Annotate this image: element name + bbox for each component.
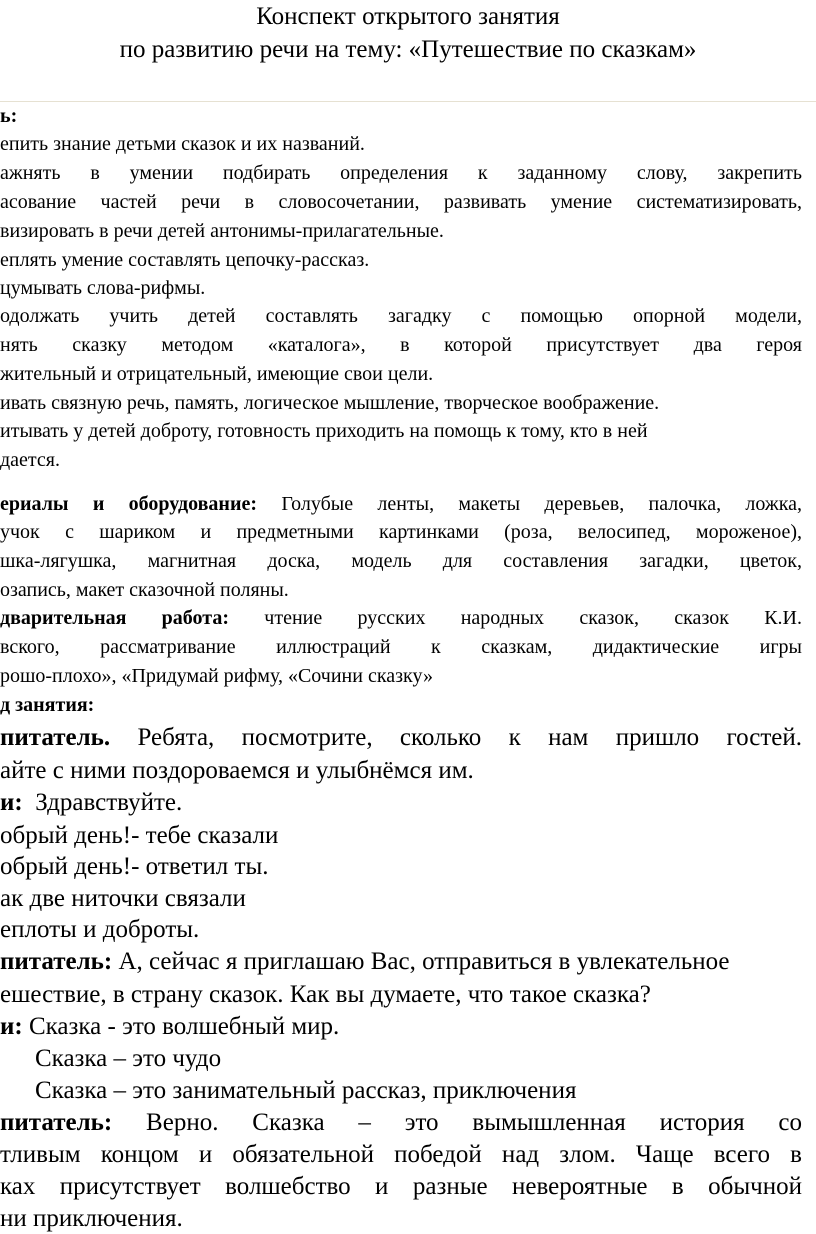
materials-label: ериалы и оборудование: <box>0 493 258 515</box>
goal-line: асование частей речи в словосочетании, развивать умение систематизировать, <box>0 191 802 213</box>
document-title-line-1: Конспект открытого занятия <box>256 3 560 30</box>
goal-line: ивать связную речь, память, логическое мышление, творческое воображение. <box>0 392 660 414</box>
goal-line: итывать у детей доброту, готовность приходить на помощь к тому, кто в ней <box>0 420 648 442</box>
dialogue-line: ешествие, в страну сказок. Как вы думаете, что такое сказка? <box>0 981 651 1008</box>
speech-text: Здравствуйте. <box>35 789 183 816</box>
goal-line: епить знание детьми сказок и их названий. <box>0 133 365 155</box>
materials-line: шка-лягушка, магнитная доска, модель для составления загадки, цветок, <box>0 550 802 572</box>
speaker-label: питатель: <box>0 1109 113 1136</box>
lesson-heading: д занятия: <box>0 694 95 716</box>
dialogue-teacher <box>0 724 802 752</box>
preliminary-line <box>0 607 802 629</box>
speech-text: Ребята, посмотрите, сколько к нам пришло гостей. <box>137 724 802 751</box>
speech-text: А, сейчас я приглашаю Вас, отправиться в увлекательное <box>118 948 730 975</box>
goal-line: жительный и отрицательный, имеющие свои цели. <box>0 363 434 385</box>
dialogue-line: тливым концом и обязательной победой над злом. Чаще всего в <box>0 1141 802 1168</box>
speaker-label: питатель: <box>0 948 113 975</box>
speech-text: Сказка - это волшебный мир. <box>28 1013 340 1040</box>
dialogue-teacher <box>0 1109 802 1137</box>
materials-text: Голубые ленты, макеты деревьев, палочка, ложка, <box>281 493 802 515</box>
dialogue-teacher <box>0 948 802 976</box>
header-divider <box>0 101 816 102</box>
poem-line: еплоты и доброты. <box>0 916 200 943</box>
dialogue-children <box>0 1013 802 1041</box>
materials-line: учок с шариком и предметными картинками (роза, велосипед, мороженое), <box>0 521 802 543</box>
dialogue-line: ни приключения. <box>0 1205 183 1232</box>
dialogue-line: айте с ними поздороваемся и улыбнёмся им. <box>0 757 474 784</box>
goal-line: одолжать учить детей составлять загадку с помощью опорной модели, <box>0 305 802 327</box>
goal-line: дается. <box>0 449 60 471</box>
materials-line: озапись, макет сказочной поляны. <box>0 579 289 601</box>
document-title-line-2: по развитию речи на тему: «Путешествие по сказкам» <box>119 36 697 63</box>
goal-line: цумывать слова-рифмы. <box>0 277 206 299</box>
goal-line: еплять умение составлять цепочку-рассказ. <box>0 249 370 271</box>
answer-line: Сказка – это занимательный рассказ, приключения <box>35 1077 577 1104</box>
goal-line: ажнять в умении подбирать определения к заданному слову, закрепить <box>0 162 802 184</box>
speaker-label: и: <box>0 1013 23 1040</box>
dialogue-children <box>0 789 802 817</box>
preliminary-line: рошо-плохо», «Придумай рифму, «Сочини сказку» <box>0 665 433 687</box>
goal-line: нять сказку методом «каталога», в которой присутствует два героя <box>0 334 802 356</box>
materials-line <box>0 493 802 515</box>
goal-line: визировать в речи детей антонимы-прилагательные. <box>0 220 444 242</box>
speech-text: Верно. Сказка – это вымышленная история со <box>146 1109 802 1136</box>
poem-line: обрый день!- тебе сказали <box>0 822 279 849</box>
preliminary-label: дварительная работа: <box>0 607 230 629</box>
preliminary-text: чтение русских народных сказок, сказок К.И. <box>264 607 802 629</box>
speaker-label: питатель. <box>0 724 111 751</box>
preliminary-line: вского, рассматривание иллюстраций к сказкам, дидактические игры <box>0 636 802 658</box>
poem-line: ак две ниточки связали <box>0 885 246 912</box>
poem-line: обрый день!- ответил ты. <box>0 853 269 880</box>
goals-heading: ь: <box>0 105 18 127</box>
answer-line: Сказка – это чудо <box>35 1045 222 1072</box>
dialogue-line: ках присутствует волшебство и разные невероятные в обычной <box>0 1173 802 1200</box>
speaker-label: и: <box>0 789 23 816</box>
